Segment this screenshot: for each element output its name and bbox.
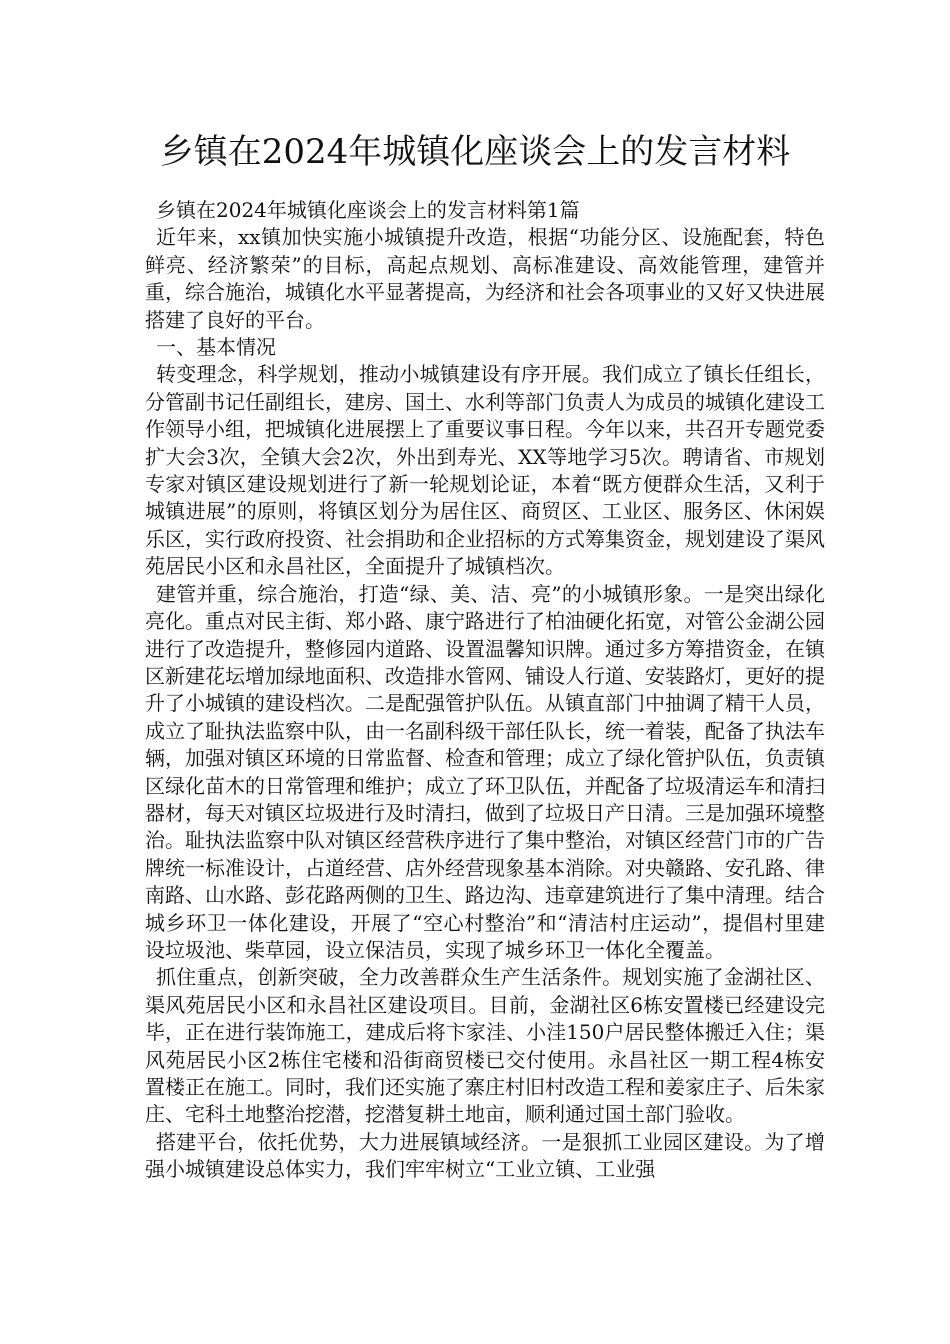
paragraph-management: 建管并重，综合施治，打造“绿、美、洁、亮”的小城镇形象。一是突出绿化亮化。重点对民主街、郑小路、康宁路进行了柏油硬化拓宽，对管公金湖公园进行了改造提升，整修园内道路、设置温馨知识牌。通过多方筹措资金，在镇区新建花坛增加绿地面积、改造排水管网、铺设人行道、安装路灯，更好的提升了小城镇的建设档次。二是配强管护队伍。从镇直部门中抽调了精干人员，成立了耻执法监察中队，由一名副科级干部任队长，统一着装，配备了执法车辆，加强对镇区环境的日常监督、检查和管理；成立了绿化管护队伍，负责镇区绿化苗木的日常管理和维护；成立了环卫队伍，并配备了垃圾清运车和清扫器材，每天对镇区垃圾进行及时清扫，做到了垃圾日产日清。三是加强环境整治。耻执法监察中队对镇区经营秩序进行了集中整治，对镇区经营门市的广告牌统一标准设计，占道经营、店外经营现象基本消除。对央赣路、安孔路、律南路、山水路、彭花路两侧的卫生、路边沟、违章建筑进行了集中清理。结合城乡环卫一体化建设，开展了“空心村整治”和“清洁村庄运动”，提倡村里建设垃圾池、柴草园，设立保洁员，实现了城乡环卫一体化全覆盖。 [145, 581, 825, 962]
article-heading: 乡镇在2024年城镇化座谈会上的发言材料第1篇 [156, 198, 580, 222]
section-heading-basic-situation: 一、基本情况 [156, 335, 276, 360]
paragraph-economy: 搭建平台，依托优势，大力进展镇域经济。一是狠抓工业园区建设。为了增强小城镇建设总体实力，我们牢牢树立“工业立镇、工业强 [145, 1129, 825, 1182]
paragraph-living-conditions: 抓住重点，创新突破，全力改善群众生产生活条件。规划实施了金湖社区、渠风苑居民小区和永昌社区建设项目。目前，金湖社区6栋安置楼已经建设完毕，正在进行装饰施工，建成后将卞家洼、小洼150户居民整体搬迁入住；渠风苑居民小区2栋住宅楼和沿街商贸楼已交付使用。永昌社区一期工程4栋安置楼正在施工。同时，我们还实施了寨庄村旧村改造工程和姜家庄子、后朱家庄、宅科土地整治挖潜，挖潜复耕土地亩，顺利通过国土部门验收。 [145, 965, 825, 1127]
document-title: 乡镇在2024年城镇化座谈会上的发言材料 [159, 132, 791, 172]
intro-paragraph: 近年来，xx镇加快实施小城镇提升改造，根据“功能分区、设施配套，特色鲜亮、经济繁荣”的目标，高起点规划、高标准建设、高效能管理，建管并重，综合施治，城镇化水平显著提高，为经济和社会各项事业的又好又快进展搭建了良好的平台。 [145, 225, 825, 332]
document-body [145, 197, 825, 1184]
paragraph-planning: 转变理念，科学规划，推动小城镇建设有序开展。我们成立了镇长任组长，分管副书记任副组长，建房、国土、水利等部门负责人为成员的城镇化建设工作领导小组，把城镇化进展摆上了重要议事日程。今年以来，共召开专题党委扩大会3次，全镇大会2次，外出到寿光、XX等地学习5次。聘请省、市规划专家对镇区建设规划进行了新一轮规划论证，本着“既方便群众生活，又利于城镇进展”的原则，将镇区划分为居住区、商贸区、工业区、服务区、休闲娱乐区，实行政府投资、社会捐助和企业招标的方式筹集资金，规划建设了渠风苑居民小区和永昌社区，全面提升了城镇档次。 [145, 362, 825, 579]
